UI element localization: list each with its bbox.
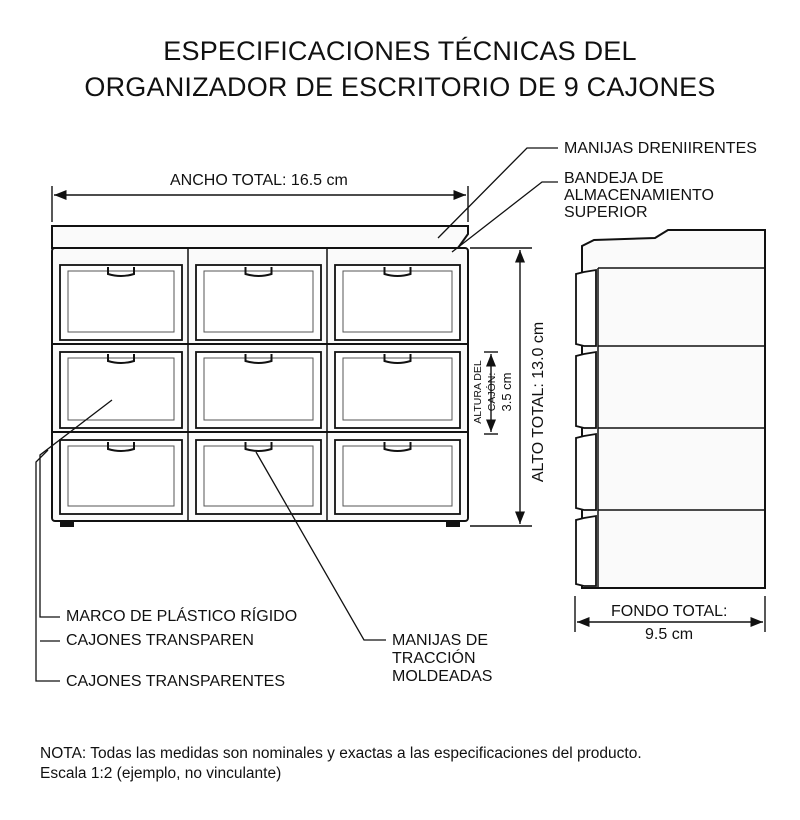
side-view — [582, 230, 765, 588]
drawer-2-2 — [196, 352, 321, 428]
side-drawer-front-2 — [576, 352, 596, 428]
drawer-3-2 — [196, 440, 321, 514]
side-body — [582, 230, 765, 588]
footnote-line-2: Escala 1:2 (ejemplo, no vinculante) — [40, 765, 282, 783]
drawer-2-3 — [335, 352, 460, 428]
side-drawer-front-4 — [576, 516, 596, 586]
side-drawer-fronts — [576, 270, 596, 586]
callout-pull-2: TRACCIÓN — [392, 650, 476, 667]
drawer-3-1 — [60, 440, 182, 514]
side-drawer-front-1 — [576, 270, 596, 346]
callout-handles-top: MANIJAS DRENIIRENTES — [564, 140, 757, 157]
callout-tray-3: SUPERIOR — [564, 204, 648, 221]
callout-pull-1: MANIJAS DE — [392, 632, 489, 649]
callout-drawers: CAJONES TRANSPARENTES — [66, 673, 286, 690]
drawer-1-1 — [60, 265, 182, 340]
drawer-height-value: 3.5 cm — [499, 372, 514, 412]
drawer-height-label-2: CAJÓN: — [486, 372, 498, 412]
total-height-label: ALTO TOTAL: 13.0 cm — [530, 321, 547, 483]
drawer-3-3 — [335, 440, 460, 514]
page-title-line-2: ORGANIZADOR DE ESCRITORIO DE 9 CAJONES — [84, 72, 716, 102]
foot-right — [446, 521, 460, 527]
callout-tray-2: ALMACENAMIENTO — [564, 187, 714, 204]
footnote-line-1: NOTA: Todas las medidas son nominales y exactas a las especificaciones del producto. — [40, 745, 642, 762]
side-drawer-front-3 — [576, 434, 596, 510]
foot-left — [60, 521, 74, 527]
width-label: ANCHO TOTAL: 16.5 cm — [170, 172, 348, 189]
depth-value: 9.5 cm — [645, 626, 694, 643]
top-tray — [52, 226, 468, 248]
drawer-grid — [60, 265, 460, 514]
drawer-height-label-1: ALTURA DEL — [472, 360, 484, 424]
leader-handles-top — [438, 148, 558, 238]
footnote — [40, 744, 642, 784]
drawer-1-2 — [196, 265, 321, 340]
drawer-2-1 — [60, 352, 182, 428]
drawer-1-3 — [335, 265, 460, 340]
callout-frame: MARCO DE PLÁSTICO RÍGIDO — [66, 608, 298, 625]
page-title-line-1: ESPECIFICACIONES TÉCNICAS DEL — [163, 36, 637, 66]
callout-pull-3: MOLDEADAS — [392, 668, 493, 685]
callout-drawers-short: CAJONES TRANSPAREN — [66, 632, 254, 649]
callout-tray-1: BANDEJA DE — [564, 170, 664, 187]
depth-label: FONDO TOTAL: — [611, 603, 728, 620]
